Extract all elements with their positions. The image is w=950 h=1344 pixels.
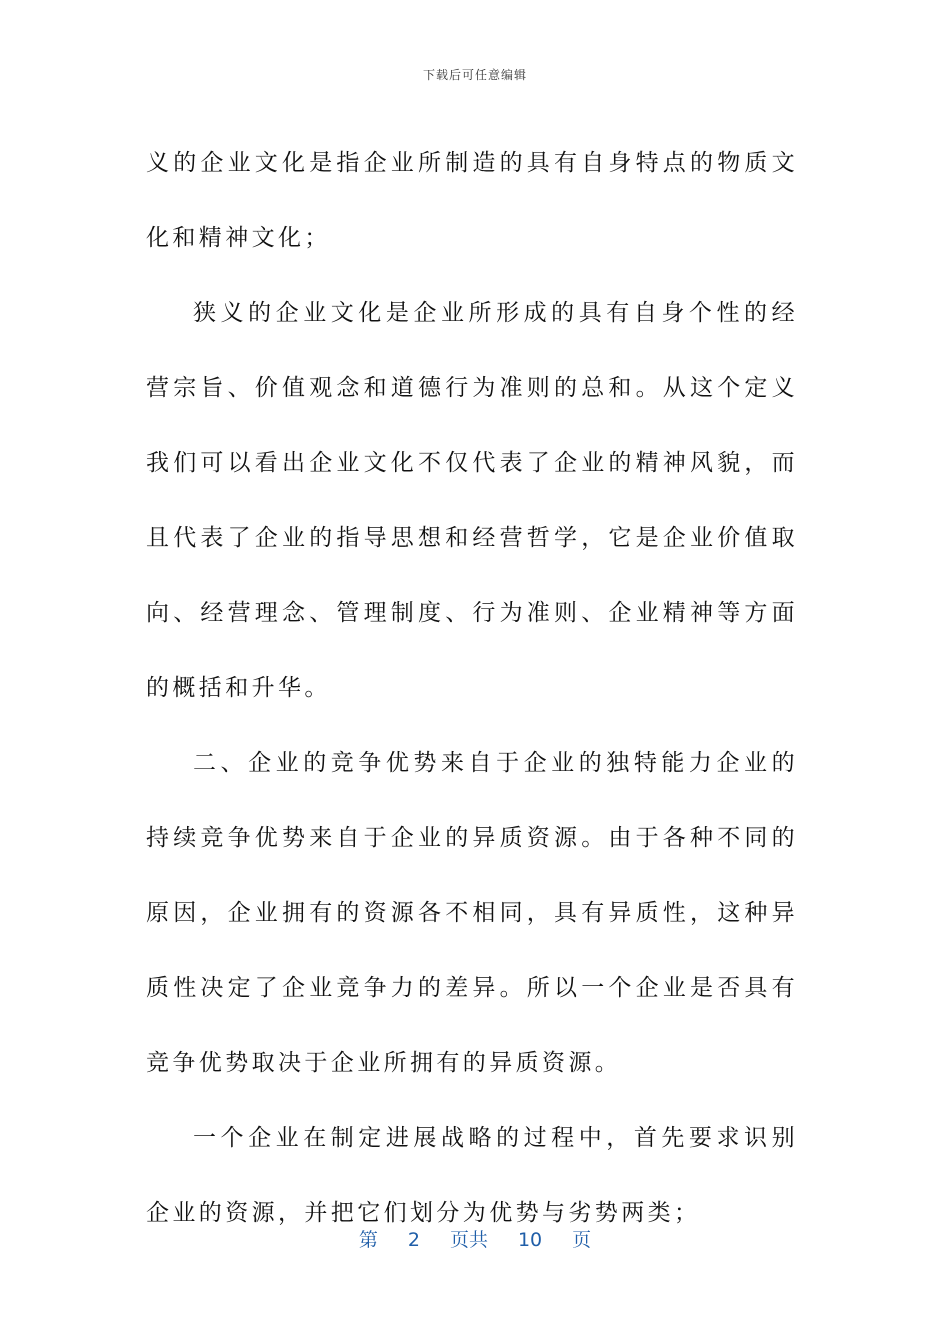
footer-prefix: 第 bbox=[358, 1229, 378, 1251]
footer-page-number: 2 bbox=[407, 1229, 420, 1251]
paragraph-4: 一个企业在制定进展战略的过程中，首先要求识别企业的资源，并把它们划分为优势与劣势两类； bbox=[146, 1125, 798, 1226]
document-body bbox=[146, 126, 798, 1251]
footer-middle: 页共 bbox=[449, 1229, 488, 1251]
paragraph-1: 义的企业文化是指企业所制造的具有自身特点的物质文化和精神文化； bbox=[146, 150, 798, 251]
page-footer bbox=[0, 1225, 950, 1252]
footer-suffix: 页 bbox=[572, 1229, 592, 1251]
footer-total-pages: 10 bbox=[517, 1229, 543, 1251]
paragraph-2: 狭义的企业文化是企业所形成的具有自身个性的经营宗旨、价值观念和道德行为准则的总和。从这个定义我们可以看出企业文化不仅代表了企业的精神风貌，而且代表了企业的指导思想和经营哲学，它是企业价值取向、经营理念、管理制度、行为准则、企业精神等方面的概括和升华。 bbox=[146, 300, 798, 701]
paragraph-3: 二、企业的竞争优势来自于企业的独特能力企业的持续竞争优势来自于企业的异质资源。由于各种不同的原因，企业拥有的资源各不相同，具有异质性，这种异质性决定了企业竞争力的差异。所以一个企业是否具有竞争优势取决于企业所拥有的异质资源。 bbox=[146, 750, 798, 1076]
page-header: 下载后可任意编辑 bbox=[422, 68, 527, 82]
